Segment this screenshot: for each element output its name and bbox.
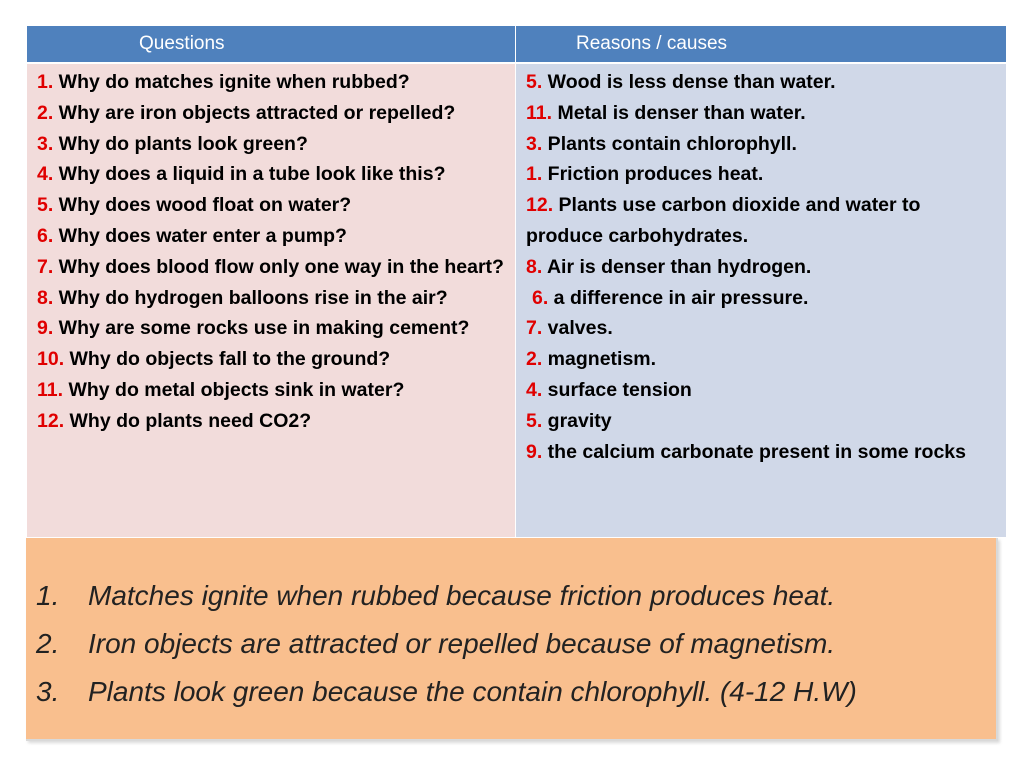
reason-item: 12. Plants use carbon dioxide and water to produce carbohydrates. <box>526 194 921 247</box>
questions-column <box>27 64 516 537</box>
question-item: 12. Why do plants need CO2? <box>37 409 312 432</box>
reasons-column <box>516 64 1006 537</box>
reason-item: 5. Wood is less dense than water. <box>526 71 836 93</box>
question-item: 4. Why does a liquid in a tube look like this? <box>37 163 446 186</box>
question-item: 2. Why are iron objects attracted or repelled? <box>37 101 456 124</box>
question-item: 5. Why does wood float on water? <box>37 194 352 217</box>
questions-reasons-table <box>27 26 1006 537</box>
question-item: 11. Why do metal objects sink in water? <box>37 378 405 401</box>
reason-item: 7. valves. <box>526 317 613 340</box>
answers-box <box>26 538 998 741</box>
reason-item: 4. surface tension <box>526 378 692 401</box>
reason-item: 6. a difference in air pressure. <box>532 286 809 309</box>
question-item: 1. Why do matches ignite when rubbed? <box>37 71 410 93</box>
answer-item: 3. Plants look green because the contain chlorophyll. (4-12 H.W) <box>36 676 857 707</box>
question-item: 8. Why do hydrogen balloons rise in the air? <box>37 286 448 309</box>
reason-item: 8. Air is denser than hydrogen. <box>526 255 812 278</box>
reasons-header: Reasons / causes <box>516 26 1006 64</box>
reason-item: 11. Metal is denser than water. <box>526 101 806 124</box>
answer-item: 2. Iron objects are attracted or repelled because of magnetism. <box>36 628 836 659</box>
reason-item: 2. magnetism. <box>526 348 657 371</box>
reason-item: 3. Plants contain chlorophyll. <box>526 132 797 155</box>
reason-item: 1. Friction produces heat. <box>526 163 764 186</box>
answer-item: 1. Matches ignite when rubbed because friction produces heat. <box>36 580 836 611</box>
question-item: 9. Why are some rocks use in making cement? <box>37 317 470 340</box>
question-item: 6. Why does water enter a pump? <box>37 224 347 247</box>
answers-list <box>36 572 857 716</box>
question-item: 10. Why do objects fall to the ground? <box>37 348 391 371</box>
question-item: 7. Why does blood flow only one way in the heart? <box>37 255 504 278</box>
reason-item: 5. gravity <box>526 409 612 432</box>
questions-header: Questions <box>27 26 516 64</box>
question-item: 3. Why do plants look green? <box>37 132 308 155</box>
reason-item: 9. the calcium carbonate present in some rocks <box>526 440 967 463</box>
